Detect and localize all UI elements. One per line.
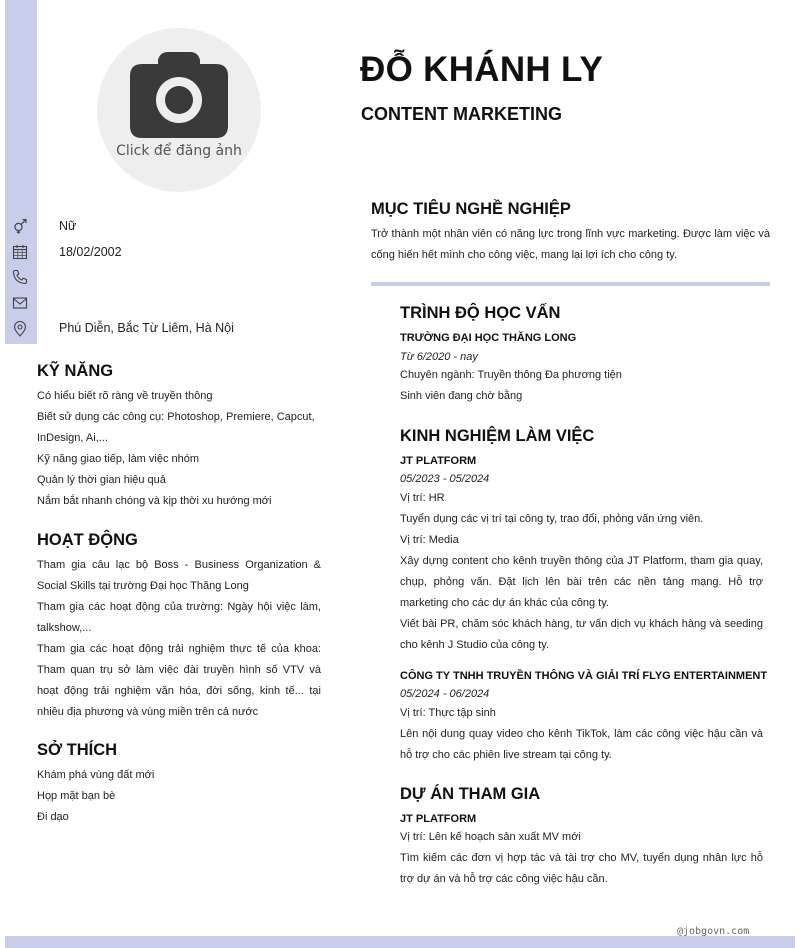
list-item: Vị trí: Media	[400, 534, 459, 546]
project-details	[400, 827, 763, 890]
left-accent-strip	[5, 0, 37, 344]
candidate-role: CONTENT MARKETING	[361, 104, 562, 124]
skills-list	[37, 386, 321, 512]
avatar-upload[interactable]	[97, 28, 261, 192]
candidate-name: ĐỖ KHÁNH LY	[360, 50, 604, 89]
section-divider	[371, 282, 770, 286]
project-company: JT PLATFORM	[400, 813, 477, 825]
phone-icon	[12, 269, 28, 285]
watermark: @jobgovn.com	[677, 926, 750, 937]
projects-title: DỰ ÁN THAM GIA	[400, 785, 541, 803]
job-period: 05/2023 - 05/2024	[400, 473, 490, 485]
list-item: Lên nội dung quay video cho kênh TikTok, làm các công việc hậu cần và hỗ trợ cho các phiên live stream tại công ty.	[400, 728, 763, 761]
list-item: Vị trí: HR	[400, 492, 445, 504]
job-details	[400, 488, 763, 656]
list-item: Kỹ năng giao tiếp, làm việc nhóm	[37, 453, 200, 465]
education-major: Chuyên ngành: Truyền thông Đa phương tiện	[400, 369, 622, 381]
activities-list	[37, 555, 321, 723]
objective-text: Trở thành một nhân viên có năng lực trong lĩnh vực marketing. Được làm việc và cống hiến hết mình cho công việc, mang lại lợi ích cho công ty.	[371, 228, 770, 261]
avatar-caption: Click để đăng ảnh	[116, 143, 242, 159]
calendar-icon	[12, 244, 28, 260]
list-item: Vị trí: Thực tập sinh	[400, 707, 496, 719]
list-item: Quản lý thời gian hiệu quả	[37, 474, 166, 486]
email-icon	[12, 295, 28, 311]
list-item: Tham gia các hoạt động trải nghiệm thực tế của khoa: Tham quan trụ sở làm việc đài truyền hình số VTV và hoạt động trải nghiệm văn hóa, đời sống, kinh tế... tại nhiều địa phương và vùng miền trên cả nước	[37, 643, 321, 718]
location-pin-icon	[12, 321, 28, 337]
activities-title: HOẠT ĐỘNG	[37, 531, 138, 549]
list-item: Tham gia câu lạc bộ Boss - Business Organization & Social Skills tại trường Đại học Thăng Long	[37, 559, 321, 592]
education-period: Từ 6/2020 - nay	[400, 351, 478, 363]
list-item: Biết sử dụng các công cụ: Photoshop, Premiere, Capcut, InDesign, Ai,...	[37, 411, 315, 444]
bottom-accent-strip	[5, 936, 795, 948]
school-name: TRƯỜNG ĐẠI HỌC THĂNG LONG	[400, 332, 577, 344]
job-company: CÔNG TY TNHH TRUYỀN THÔNG VÀ GIẢI TRÍ FLYG ENTERTAINMENT	[400, 670, 768, 682]
education-title: TRÌNH ĐỘ HỌC VẤN	[400, 304, 561, 322]
list-item: Tham gia các hoạt động của trường: Ngày hội việc làm, talkshow,...	[37, 601, 321, 634]
list-item: Khám phá vùng đất mới	[37, 769, 155, 781]
gender-value: Nữ	[59, 219, 77, 233]
list-item: Đi dạo	[37, 811, 69, 823]
education-status: Sinh viên đang chờ bằng	[400, 390, 523, 402]
camera-icon	[130, 52, 228, 138]
objective-title: MỤC TIÊU NGHỀ NGHIỆP	[371, 200, 571, 218]
list-item: Họp mặt bạn bè	[37, 790, 116, 802]
experience-title: KINH NGHIỆM LÀM VIỆC	[400, 427, 595, 445]
list-item: Tìm kiếm các đơn vị hợp tác và tài trợ cho MV, tuyển dụng nhân lực hỗ trợ dự án và hỗ trợ các công việc hậu cần.	[400, 852, 763, 885]
list-item: Nắm bắt nhanh chóng và kịp thời xu hướng mới	[37, 495, 272, 507]
list-item: Tuyển dụng các vị trí tại công ty, trao đổi, phỏng vấn ứng viên.	[400, 513, 704, 525]
list-item: Xây dựng content cho kênh truyền thông của JT Platform, tham gia quay, chụp, phỏng vấn. Đặt lịch lên bài trên các nền tảng mạng. Hỗ trợ marketing cho các dự án khác của công ty.	[400, 555, 763, 609]
birthdate-value: 18/02/2002	[59, 245, 122, 259]
gender-icon	[12, 218, 28, 234]
address-value: Phú Diễn, Bắc Từ Liêm, Hà Nội	[59, 321, 234, 335]
hobbies-list	[37, 765, 321, 828]
education-details	[400, 365, 763, 407]
job-period: 05/2024 - 06/2024	[400, 688, 490, 700]
job-company: JT PLATFORM	[400, 455, 477, 467]
list-item: Vị trí: Lên kế hoạch sản xuất MV mới	[400, 831, 581, 843]
list-item: Có hiểu biết rõ ràng về truyền thông	[37, 390, 213, 402]
list-item: Viết bài PR, chăm sóc khách hàng, tư vấn dịch vụ khách hàng và seeding cho kênh J Studio của công ty.	[400, 618, 763, 651]
skills-title: KỸ NĂNG	[37, 362, 114, 380]
job-details	[400, 703, 763, 766]
hobbies-title: SỞ THÍCH	[37, 741, 118, 759]
